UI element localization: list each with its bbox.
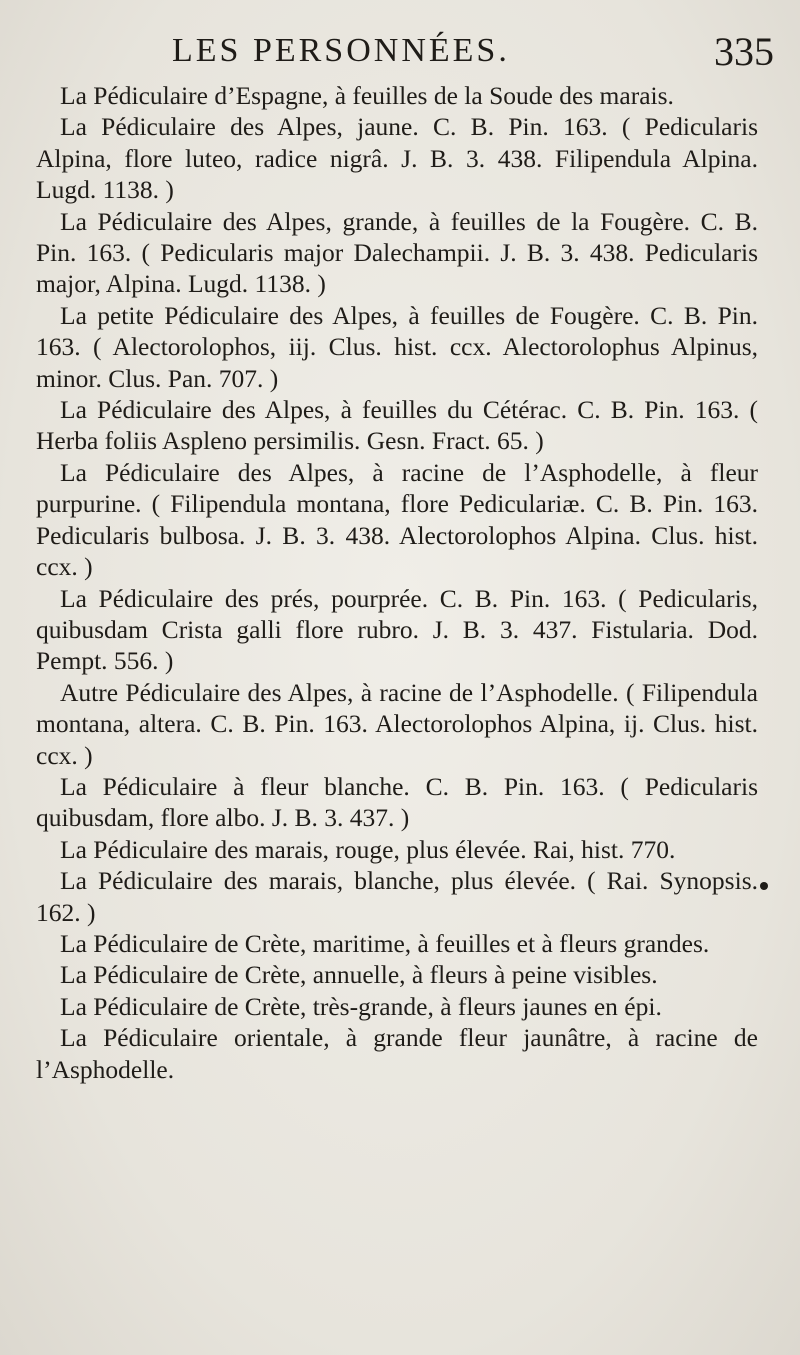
running-title: LES PERSONNÉES. xyxy=(172,32,510,69)
entry-4: La petite Pédiculaire des Alpes, à feuilles de Fougère. C. B. Pin. 163. ( Alectorolophos, iij. Clus. hist. ccx. Alectorolophus Alpinus, minor. Clus. Pan. 707. ) xyxy=(36,300,758,393)
entry-14: La Pédiculaire de Crète, très-grande, à fleurs jaunes en épi. xyxy=(60,991,662,1021)
entry-13: La Pédiculaire de Crète, annuelle, à fleurs à peine visibles. xyxy=(60,960,658,990)
text-block xyxy=(36,80,758,1085)
entry-8: Autre Pédiculaire des Alpes, à racine de l’Asphodelle. ( Filipendula montana, altera. C. B. Pin. 163. Alectorolophos Alpina, ij. Clus. hist. ccx. ) xyxy=(36,677,758,770)
ink-dot xyxy=(760,882,768,890)
page-number: 335 xyxy=(714,29,774,74)
entry-6: La Pédiculaire des Alpes, à racine de l’Asphodelle, à fleur purpurine. ( Filipendula montana, flore Pediculariæ. C. B. Pin. 163. Pedicularis bulbosa. J. B. 3. 438. Alectorolophos Alpina. Clus. hist. ccx. ) xyxy=(36,457,758,582)
entry-7: La Pédiculaire des prés, pourprée. C. B. Pin. 163. ( Pedicularis, quibusdam Crista galli flore rubro. J. B. 3. 437. Fistularia. Dod. Pempt. 556. ) xyxy=(36,583,758,676)
entry-9: La Pédiculaire à fleur blanche. C. B. Pin. 163. ( Pedicularis quibusdam, flore albo. J. B. 3. 437. ) xyxy=(36,771,758,833)
entry-2: La Pédiculaire des Alpes, jaune. C. B. Pin. 163. ( Pedicularis Alpina, flore luteo, radice nigrâ. J. B. 3. 438. Filipendula Alpina. Lugd. 1138. ) xyxy=(36,112,758,205)
entry-1: La Pédiculaire d’Espagne, à feuilles de la Soude des marais. xyxy=(60,81,674,110)
entry-12: La Pédiculaire de Crète, maritime, à feuilles et à fleurs grandes. xyxy=(60,928,710,958)
entry-3: La Pédiculaire des Alpes, grande, à feuilles de la Fougère. C. B. Pin. 163. ( Pedicularis major Dalechampii. J. B. 3. 438. Pedicularis major, Alpina. Lugd. 1138. ) xyxy=(36,206,758,299)
entry-11: La Pédiculaire des marais, blanche, plus élevée. ( Rai. Synopsis. 162. ) xyxy=(36,866,758,927)
running-head xyxy=(0,22,800,78)
entry-15: La Pédiculaire orientale, à grande fleur jaunâtre, à racine de l’Asphodelle. xyxy=(36,1023,758,1084)
entry-5: La Pédiculaire des Alpes, à feuilles du Cétérac. C. B. Pin. 163. ( Herba foliis Aspleno persimilis. Gesn. Fract. 65. ) xyxy=(36,395,758,456)
entry-10: La Pédiculaire des marais, rouge, plus élevée. Rai, hist. 770. xyxy=(60,834,676,864)
